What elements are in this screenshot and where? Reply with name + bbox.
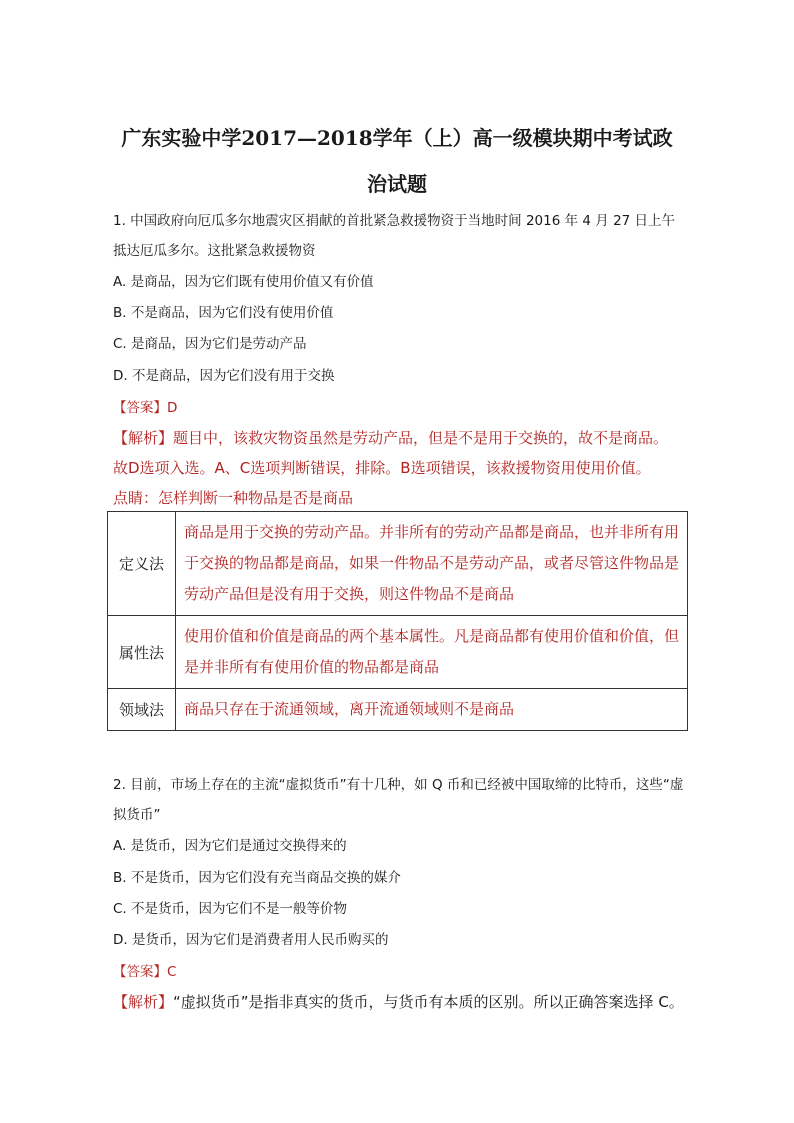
- analysis-tag: 【解析】: [113, 993, 174, 1011]
- answer-value: C: [167, 964, 177, 980]
- table-method-cell: 领域法: [108, 689, 176, 731]
- question-2-stem-continued: 拟货币”: [113, 807, 161, 823]
- table-method-cell: 属性法: [108, 616, 176, 689]
- answer-tag: 【答案】: [113, 400, 167, 416]
- question-1-option-a: A. 是商品，因为它们既有使用价值又有价值: [113, 274, 374, 290]
- table-description-cell: 商品是用于交换的劳动产品。并非所有的劳动产品都是商品，也并非所有用于交换的物品都是商品，如果一件物品不是劳动产品，或者尽管这件物品是劳动产品但是没有用于交换，则这件物品不是商品: [176, 512, 688, 616]
- question-1-option-b: B. 不是商品，因为它们没有使用价值: [113, 305, 334, 321]
- question-1-tip: 点睛：怎样判断一种物品是否是商品: [113, 489, 354, 507]
- question-2-answer: [113, 960, 176, 980]
- question-1-option-c: C. 是商品，因为它们是劳动产品: [113, 336, 307, 352]
- table-description-cell: 商品只存在于流通领域，离开流通领域则不是商品: [176, 689, 688, 731]
- question-2-option-c: C. 不是货币，因为它们不是一般等价物: [113, 901, 348, 917]
- question-2-option-d: D. 是货币，因为它们是消费者用人民币购买的: [113, 932, 389, 948]
- question-1-answer: [113, 396, 177, 416]
- analysis-tag: 【解析】: [113, 429, 174, 447]
- question-2-analysis: [113, 991, 684, 1012]
- question-1-analysis: [113, 427, 668, 448]
- page-title-continued: 治试题: [367, 172, 427, 196]
- question-1-analysis-continued: 故D选项入选。A、C选项判断错误，排除。B选项错误，该救援物资用使用价值。: [113, 459, 651, 477]
- question-1-stem: 1. 中国政府向厄瓜多尔地震灾区捐献的首批紧急救援物资于当地时间 2016 年 4 月 27 日上午: [113, 213, 676, 229]
- answer-tag: 【答案】: [113, 964, 167, 980]
- table-method-cell: 定义法: [108, 512, 176, 616]
- question-2-option-a: A. 是货币，因为它们是通过交换得来的: [113, 838, 347, 854]
- page-title: 广东实验中学2017—2018学年（上）高一级模块期中考试政: [121, 126, 673, 150]
- analysis-text: “虚拟货币”是指非真实的货币，与货币有本质的区别。所以正确答案选择 C。: [173, 993, 684, 1011]
- analysis-text: 题目中，该救灾物资虽然是劳动产品，但是不是用于交换的，故不是商品。: [173, 429, 669, 447]
- table-description-cell: 使用价值和价值是商品的两个基本属性。凡是商品都有使用价值和价值，但是并非所有有使用价值的物品都是商品: [176, 616, 688, 689]
- answer-value: D: [167, 400, 178, 416]
- question-2-stem: 2. 目前，市场上存在的主流“虚拟货币”有十几种，如 Q 币和已经被中国取缔的比特币，这些“虚: [113, 777, 684, 793]
- table-row: [108, 689, 688, 731]
- question-1-option-d: D. 不是商品，因为它们没有用于交换: [113, 368, 335, 384]
- table-row: [108, 616, 688, 689]
- table-row: [108, 512, 688, 616]
- question-2-option-b: B. 不是货币，因为它们没有充当商品交换的媒介: [113, 870, 401, 886]
- commodity-judgement-table: [107, 511, 688, 731]
- question-1-stem-continued: 抵达厄瓜多尔。这批紧急救援物资: [113, 243, 316, 259]
